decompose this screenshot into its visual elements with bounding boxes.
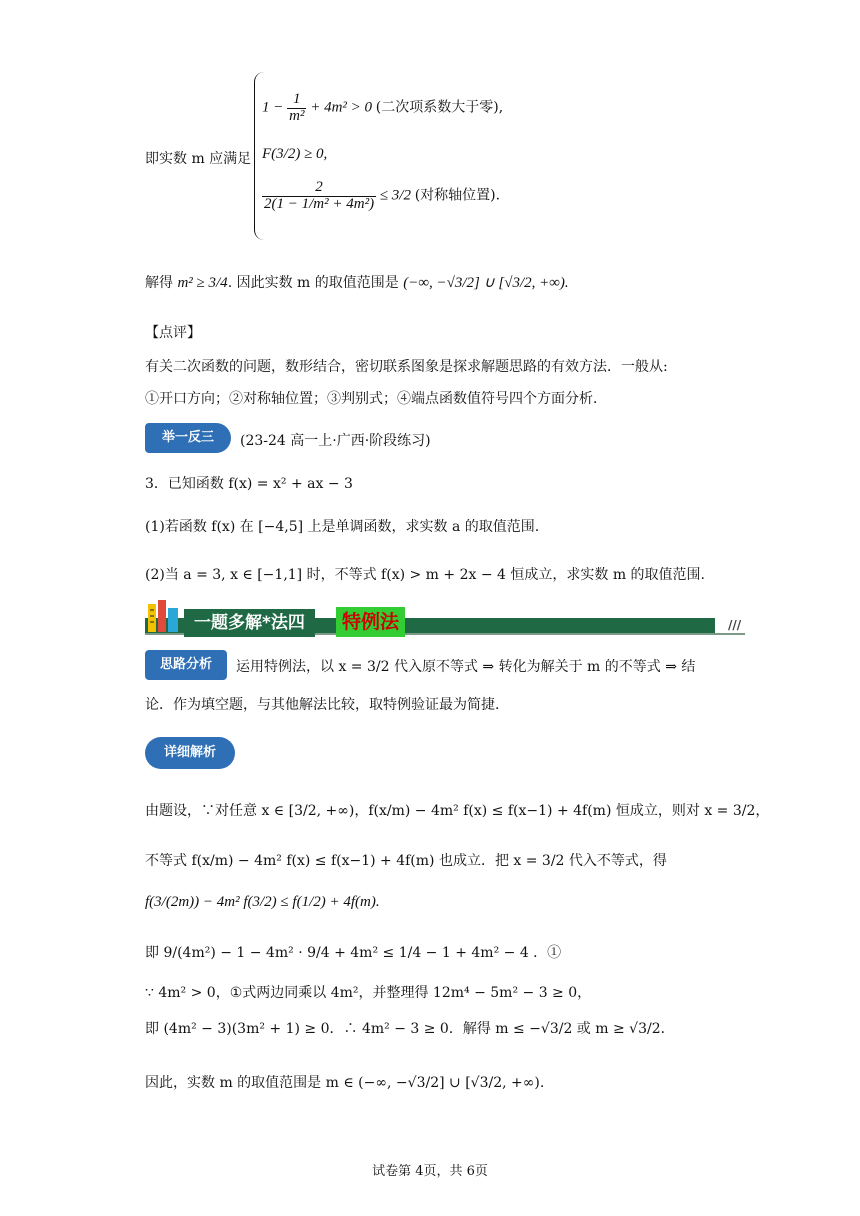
condition-intro: 即实数 m 应满足 xyxy=(145,151,252,167)
condition-3 xyxy=(262,180,500,213)
result-line xyxy=(145,272,569,292)
detail-badge: 详细解析 xyxy=(145,737,235,769)
detail-line-1: 由题设，∵对任意 x ∈ [3/2, +∞)，f(x/m) − 4m² f(x) ≤ f(x−1) + 4f(m) 恒成立，则对 x = 3/2， xyxy=(145,803,770,819)
cond1-lead: 1 − xyxy=(262,99,284,116)
detail-line-3: f(3/(2m)) − 4m² f(3/2) ≤ f(1/2) + 4f(m). xyxy=(145,894,380,910)
practice-badge: 举一反三 xyxy=(145,423,231,453)
detail-line-5: ∵ 4m² > 0，①式两边同乘以 4m²，并整理得 12m⁴ − 5m² − 3 ≥ 0， xyxy=(145,985,592,1001)
cond3-note: (对称轴位置). xyxy=(414,187,501,204)
analysis-line-2: 论．作为填空题，与其他解法比较，取特例验证最为简捷. xyxy=(145,697,500,713)
result-prefix: 解得 xyxy=(145,275,173,291)
cond1-frac-num: 1 xyxy=(287,92,306,109)
detail-line-7: 因此，实数 m 的取值范围是 m ∈ (−∞, −√3/2] ∪ [√3/2, +∞). xyxy=(145,1075,545,1091)
practice-question: 3．已知函数 f(x) = x² + ax − 3 xyxy=(145,476,353,492)
practice-question-1: (1)若函数 f(x) 在 [−4,5] 上是单调函数，求实数 a 的取值范围. xyxy=(145,519,540,535)
cond1-tail: + 4m² > 0 xyxy=(310,99,373,116)
practice-question-2: (2)当 a = 3, x ∈ [−1,1] 时，不等式 f(x) > m + 2x − 4 恒成立，求实数 m 的取值范围. xyxy=(145,567,705,583)
cond3-fraction xyxy=(262,180,376,213)
cond3-frac-num: 2 xyxy=(262,180,376,197)
detail-line-2: 不等式 f(x/m) − 4m² f(x) ≤ f(x−1) + 4f(m) 也成立．把 x = 3/2 代入不等式，得 xyxy=(145,853,667,869)
banner-slashes: /// xyxy=(728,618,742,632)
comment-heading: 【点评】 xyxy=(145,325,201,341)
page-footer: 试卷第 4页，共 6页 xyxy=(372,1164,488,1179)
analysis-line-1: 运用特例法，以 x = 3/2 代入原不等式 ⇒ 转化为解关于 m 的不等式 ⇒ 结 xyxy=(236,659,696,675)
analysis-badge: 思路分析 xyxy=(145,650,227,680)
cond1-note: (二次项系数大于零), xyxy=(375,99,504,116)
result-text: . 因此实数 m 的取值范围是 xyxy=(227,275,399,291)
condition-2: F(3/2) ≥ 0, xyxy=(262,146,328,162)
cond1-fraction xyxy=(287,92,306,125)
cond3-frac-den: 2(1 − 1/m² + 4m²) xyxy=(264,195,375,212)
comment-line-1: 有关二次函数的问题，数形结合，密切联系图象是探求解题思路的有效方法．一般从: xyxy=(145,359,668,375)
detail-line-6: 即 (4m² − 3)(3m² + 1) ≥ 0．∴ 4m² − 3 ≥ 0．解得 m ≤ −√3/2 或 m ≥ √3/2． xyxy=(145,1021,675,1037)
banner-method: 特例法 xyxy=(336,607,405,637)
detail-line-4: 即 9/(4m²) − 1 − 4m² · 9/4 + 4m² ≤ 1/4 − 1 + 4m² − 4 ．① xyxy=(145,945,562,961)
condition-1 xyxy=(262,92,503,125)
banner-title: 一题多解*法四 xyxy=(184,609,315,637)
cond3-rhs: ≤ 3/2 xyxy=(379,187,411,204)
banner-ruler-icon xyxy=(146,598,182,634)
comment-line-2: ①开口方向；②对称轴位置；③判别式；④端点函数值符号四个方面分析． xyxy=(145,391,607,407)
cond1-frac-den: m² xyxy=(289,107,305,124)
result-inequality: m² ≥ 3/4 xyxy=(177,275,228,291)
result-range: (−∞, −√3/2] ∪ [√3/2, +∞). xyxy=(403,275,569,291)
practice-source: (23-24 高一上·广西·阶段练习) xyxy=(240,433,431,449)
